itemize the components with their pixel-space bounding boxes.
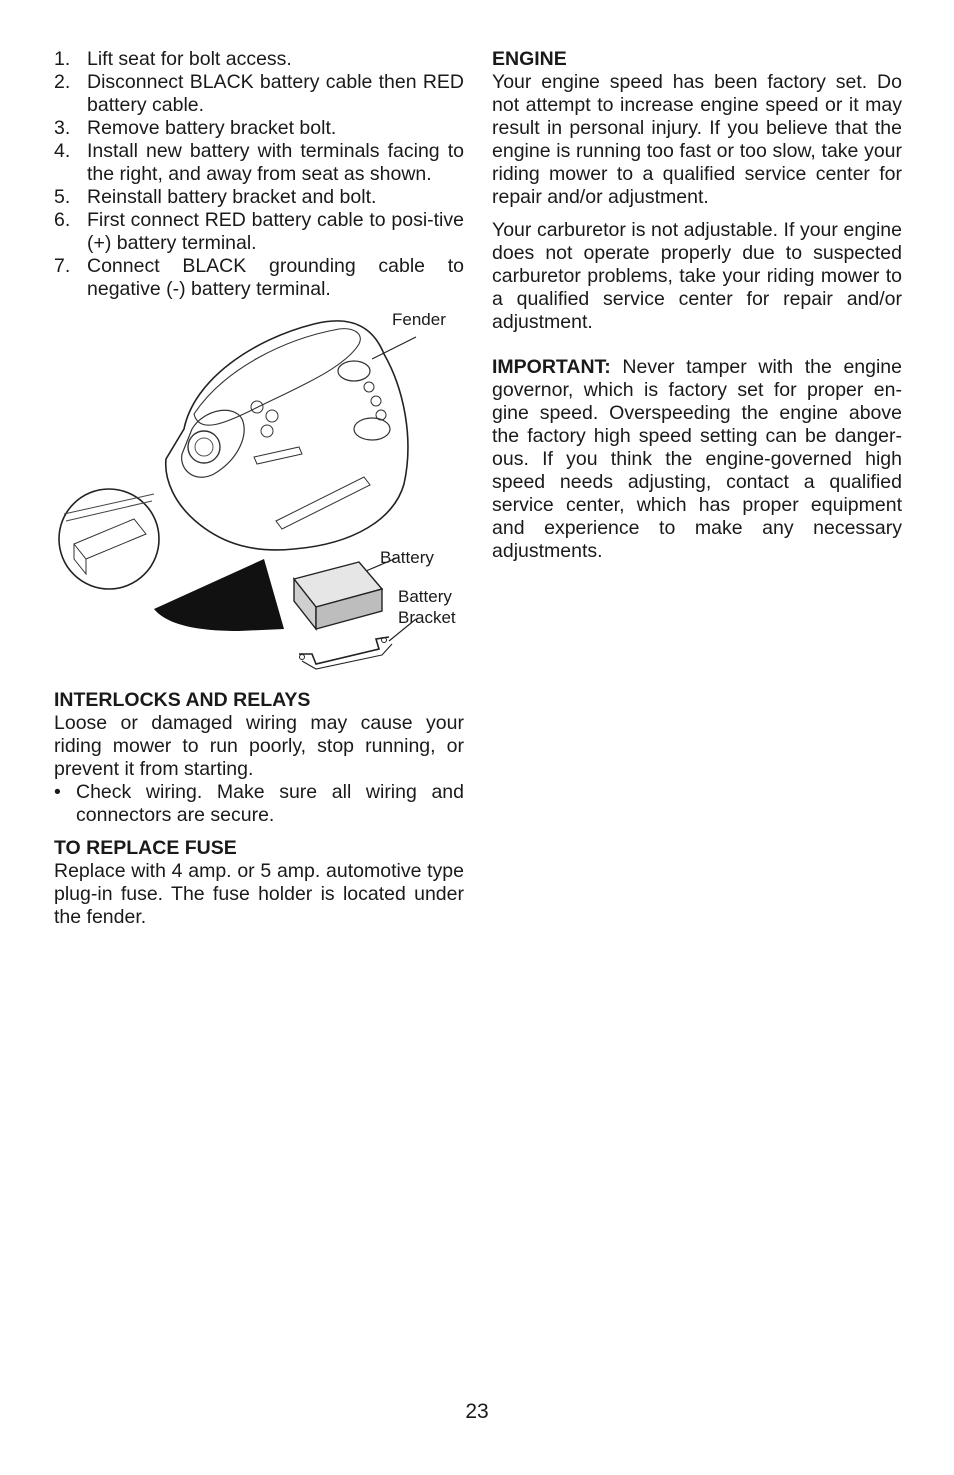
shadow-shape xyxy=(154,559,284,631)
list-item: 1. Lift seat for bolt access. xyxy=(54,48,292,70)
important-label: IMPORTANT: xyxy=(492,356,611,378)
list-item: 2. Disconnect BLACK battery cable then RED battery cable. xyxy=(54,71,464,116)
list-item: 5. Reinstall battery bracket and bolt. xyxy=(54,186,377,208)
engine-body-2: Your carburetor is not adjustable. If your engine does not operate properly due to suspected carburetor problems, take your riding mower to a qualified service center for repair and/or adjustment. xyxy=(492,219,902,333)
battery-steps-list xyxy=(54,48,464,301)
important-paragraph xyxy=(492,356,902,563)
battery-bracket xyxy=(299,637,389,664)
battery-figure xyxy=(54,309,464,679)
list-item: 6. First connect RED battery cable to posi-tive (+) battery terminal. xyxy=(54,209,464,254)
right-column xyxy=(492,48,902,563)
interlocks-bullet-text: Check wiring. Make sure all wiring and connectors are secure. xyxy=(76,781,464,826)
battery-label: Battery xyxy=(380,548,434,567)
fuse-body: Replace with 4 amp. or 5 amp. automotive type plug-in fuse. The fuse holder is located under the fender. xyxy=(54,860,464,928)
important-text: Never tamper with the engine governor, which is factory set for proper en-gine speed. Overspeeding the engine above the factory high speed setting can be danger-ous. If you think the engine-governed high speed needs adjusting, contact a qualified service center, which has proper equipment and experience to make any necessary adjustments. xyxy=(492,356,902,562)
fender-label: Fender xyxy=(392,310,446,329)
bullet-symbol: • xyxy=(54,781,61,803)
left-column xyxy=(54,48,464,929)
page-number: 23 xyxy=(465,1400,489,1423)
list-item: 4. Install new battery with terminals facing to the right, and away from seat as shown. xyxy=(54,140,464,185)
bracket-label-line2: Bracket xyxy=(398,608,456,627)
interlocks-heading: INTERLOCKS AND RELAYS xyxy=(54,689,311,711)
list-item xyxy=(54,781,464,827)
engine-body-1: Your engine speed has been factory set. Do not attempt to increase engine speed or it may result in personal injury. If you believe that the engine is running too fast or too slow, take your riding mower to a qualified service center for repair and/or adjustment. xyxy=(492,71,902,208)
list-item: 3. Remove battery bracket bolt. xyxy=(54,117,337,139)
interlocks-body: Loose or damaged wiring may cause your riding mower to run poorly, stop running, or prevent it from starting. xyxy=(54,712,464,780)
fuse-heading: TO REPLACE FUSE xyxy=(54,837,237,859)
engine-heading: ENGINE xyxy=(492,48,567,70)
bracket-label-line1: Battery xyxy=(398,587,452,606)
bracket-bolt-hole xyxy=(300,655,305,660)
list-item: 7. Connect BLACK grounding cable to negative (-) battery terminal. xyxy=(54,255,464,300)
